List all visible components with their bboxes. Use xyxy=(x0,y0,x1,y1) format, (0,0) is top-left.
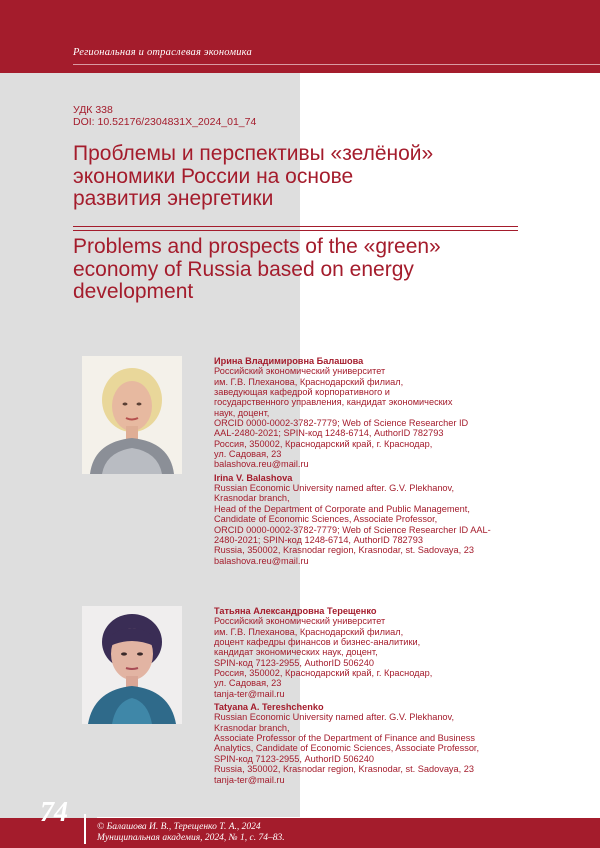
author-info-line: заведующая кафедрой корпоративного и xyxy=(214,387,390,398)
footer-separator xyxy=(84,814,86,844)
author-info-line: AAL-2480-2021; SPIN-код 1248-6714, AuthorID 782793 xyxy=(214,428,444,439)
author-info-line: кандидат экономических наук, доцент, xyxy=(214,647,378,658)
author-block-2 xyxy=(214,606,534,785)
title-ru-line: Проблемы и перспективы «зелёной» xyxy=(73,142,434,165)
author-info-line: им. Г.В. Плеханова, Краснодарский филиал, xyxy=(214,376,404,387)
title-divider xyxy=(73,226,518,227)
title-en xyxy=(73,236,543,304)
author-info-line: 2480-2021; SPIN-код 1248-6714, AuthorID 782793 xyxy=(214,534,423,545)
footer-divider xyxy=(97,817,600,818)
author-info-line: Russia, 350002, Krasnodar region, Krasnodar, st. Sadovaya, 23 xyxy=(214,764,474,775)
author-info-line: Russia, 350002, Krasnodar region, Krasnodar, st. Sadovaya, 23 xyxy=(214,545,474,556)
author-name-ru: Ирина Владимировна Балашова xyxy=(214,356,364,366)
header-rule xyxy=(73,64,600,65)
title-en-line: Problems and prospects of the «green» xyxy=(73,235,441,258)
section-label: Региональная и отраслевая экономика xyxy=(73,47,252,58)
author-info-line: им. Г.В. Плеханова, Краснодарский филиал, xyxy=(214,626,404,637)
author-info-line: Krasnodar branch, xyxy=(214,493,290,504)
author-name-en: Tatyana A. Tereshchenko xyxy=(214,702,324,713)
author-info-line: Россия, 350002, Краснодарский край, г. Краснодар, xyxy=(214,438,433,449)
title-divider xyxy=(73,230,518,231)
author-info-line: ул. Садовая, 23 xyxy=(214,449,282,460)
title-ru-line: экономики России на основе xyxy=(73,164,354,188)
title-ru xyxy=(73,143,533,211)
author-info-line: Российский экономический университет xyxy=(214,616,386,627)
author-info-line: Russian Economic University named after. G.V. Plekhanov, xyxy=(214,712,455,723)
author-info-line: SPIN-код 7123-2955, AuthorID 506240 xyxy=(214,657,374,668)
author-info-line: ORCID 0000-0002-3782-7779; Web of Science Researcher ID xyxy=(214,418,469,429)
author-info-line: ул. Садовая, 23 xyxy=(214,678,282,689)
author-email: tanja-ter@mail.ru xyxy=(214,688,285,699)
author-info-line: Head of the Department of Corporate and Public Management, xyxy=(214,503,470,514)
citation-line: Муниципальная академия, 2024, № 1, с. 74–83. xyxy=(97,833,285,843)
title-en-line: economy of Russia based on energy xyxy=(73,257,414,281)
portrait-icon xyxy=(82,356,182,474)
author-info-line: SPIN-код 7123-2955, AuthorID 506240 xyxy=(214,753,374,764)
author-info-line: Россия, 350002, Краснодарский край, г. Краснодар, xyxy=(214,668,433,679)
author-info-line: Associate Professor of the Department of Finance and Business xyxy=(214,733,475,744)
author-info-line: Российский экономический университет xyxy=(214,366,386,377)
title-ru-line: развития энергетики xyxy=(73,187,274,210)
author-email: balashova.reu@mail.ru xyxy=(214,459,309,470)
author-info-line: ORCID 0000-0002-3782-7779; Web of Science Researcher ID AAL- xyxy=(214,524,491,535)
title-en-line: development xyxy=(73,280,194,303)
footer-citation xyxy=(97,822,285,844)
udk-block xyxy=(73,104,256,128)
udk-code: УДК 338 xyxy=(73,104,113,116)
header-band xyxy=(0,0,600,73)
author-email: tanja-ter@mail.ru xyxy=(214,774,285,785)
author-info-line: доцент кафедры финансов и бизнес-аналитики, xyxy=(214,637,421,648)
author-info-line: наук, доцент, xyxy=(214,407,270,418)
author-info-line: Candidate of Economic Sciences, Associate Professor, xyxy=(214,514,438,525)
page-number: 74 xyxy=(40,797,68,828)
author-info-line: Russian Economic University named after. G.V. Plekhanov, xyxy=(214,483,455,494)
portrait-icon xyxy=(82,606,182,724)
author-photo-balashova xyxy=(82,356,182,474)
author-name-ru: Татьяна Александровна Терещенко xyxy=(214,606,377,616)
author-info-line: государственного управления, кандидат экономических xyxy=(214,397,453,408)
copyright-line: © Балашова И. В., Терещенко Т. А., 2024 xyxy=(97,822,261,832)
author-block-1 xyxy=(214,356,534,566)
author-email: balashova.reu@mail.ru xyxy=(214,555,309,566)
author-info-line: Krasnodar branch, xyxy=(214,722,290,733)
author-photo-tereshchenko xyxy=(82,606,182,724)
doi: DOI: 10.52176/2304831X_2024_01_74 xyxy=(73,116,257,128)
author-info-line: Analytics, Candidate of Economic Sciences, Associate Professor, xyxy=(214,743,480,754)
footer-band xyxy=(0,818,600,848)
author-name-en: Irina V. Balashova xyxy=(214,472,293,483)
